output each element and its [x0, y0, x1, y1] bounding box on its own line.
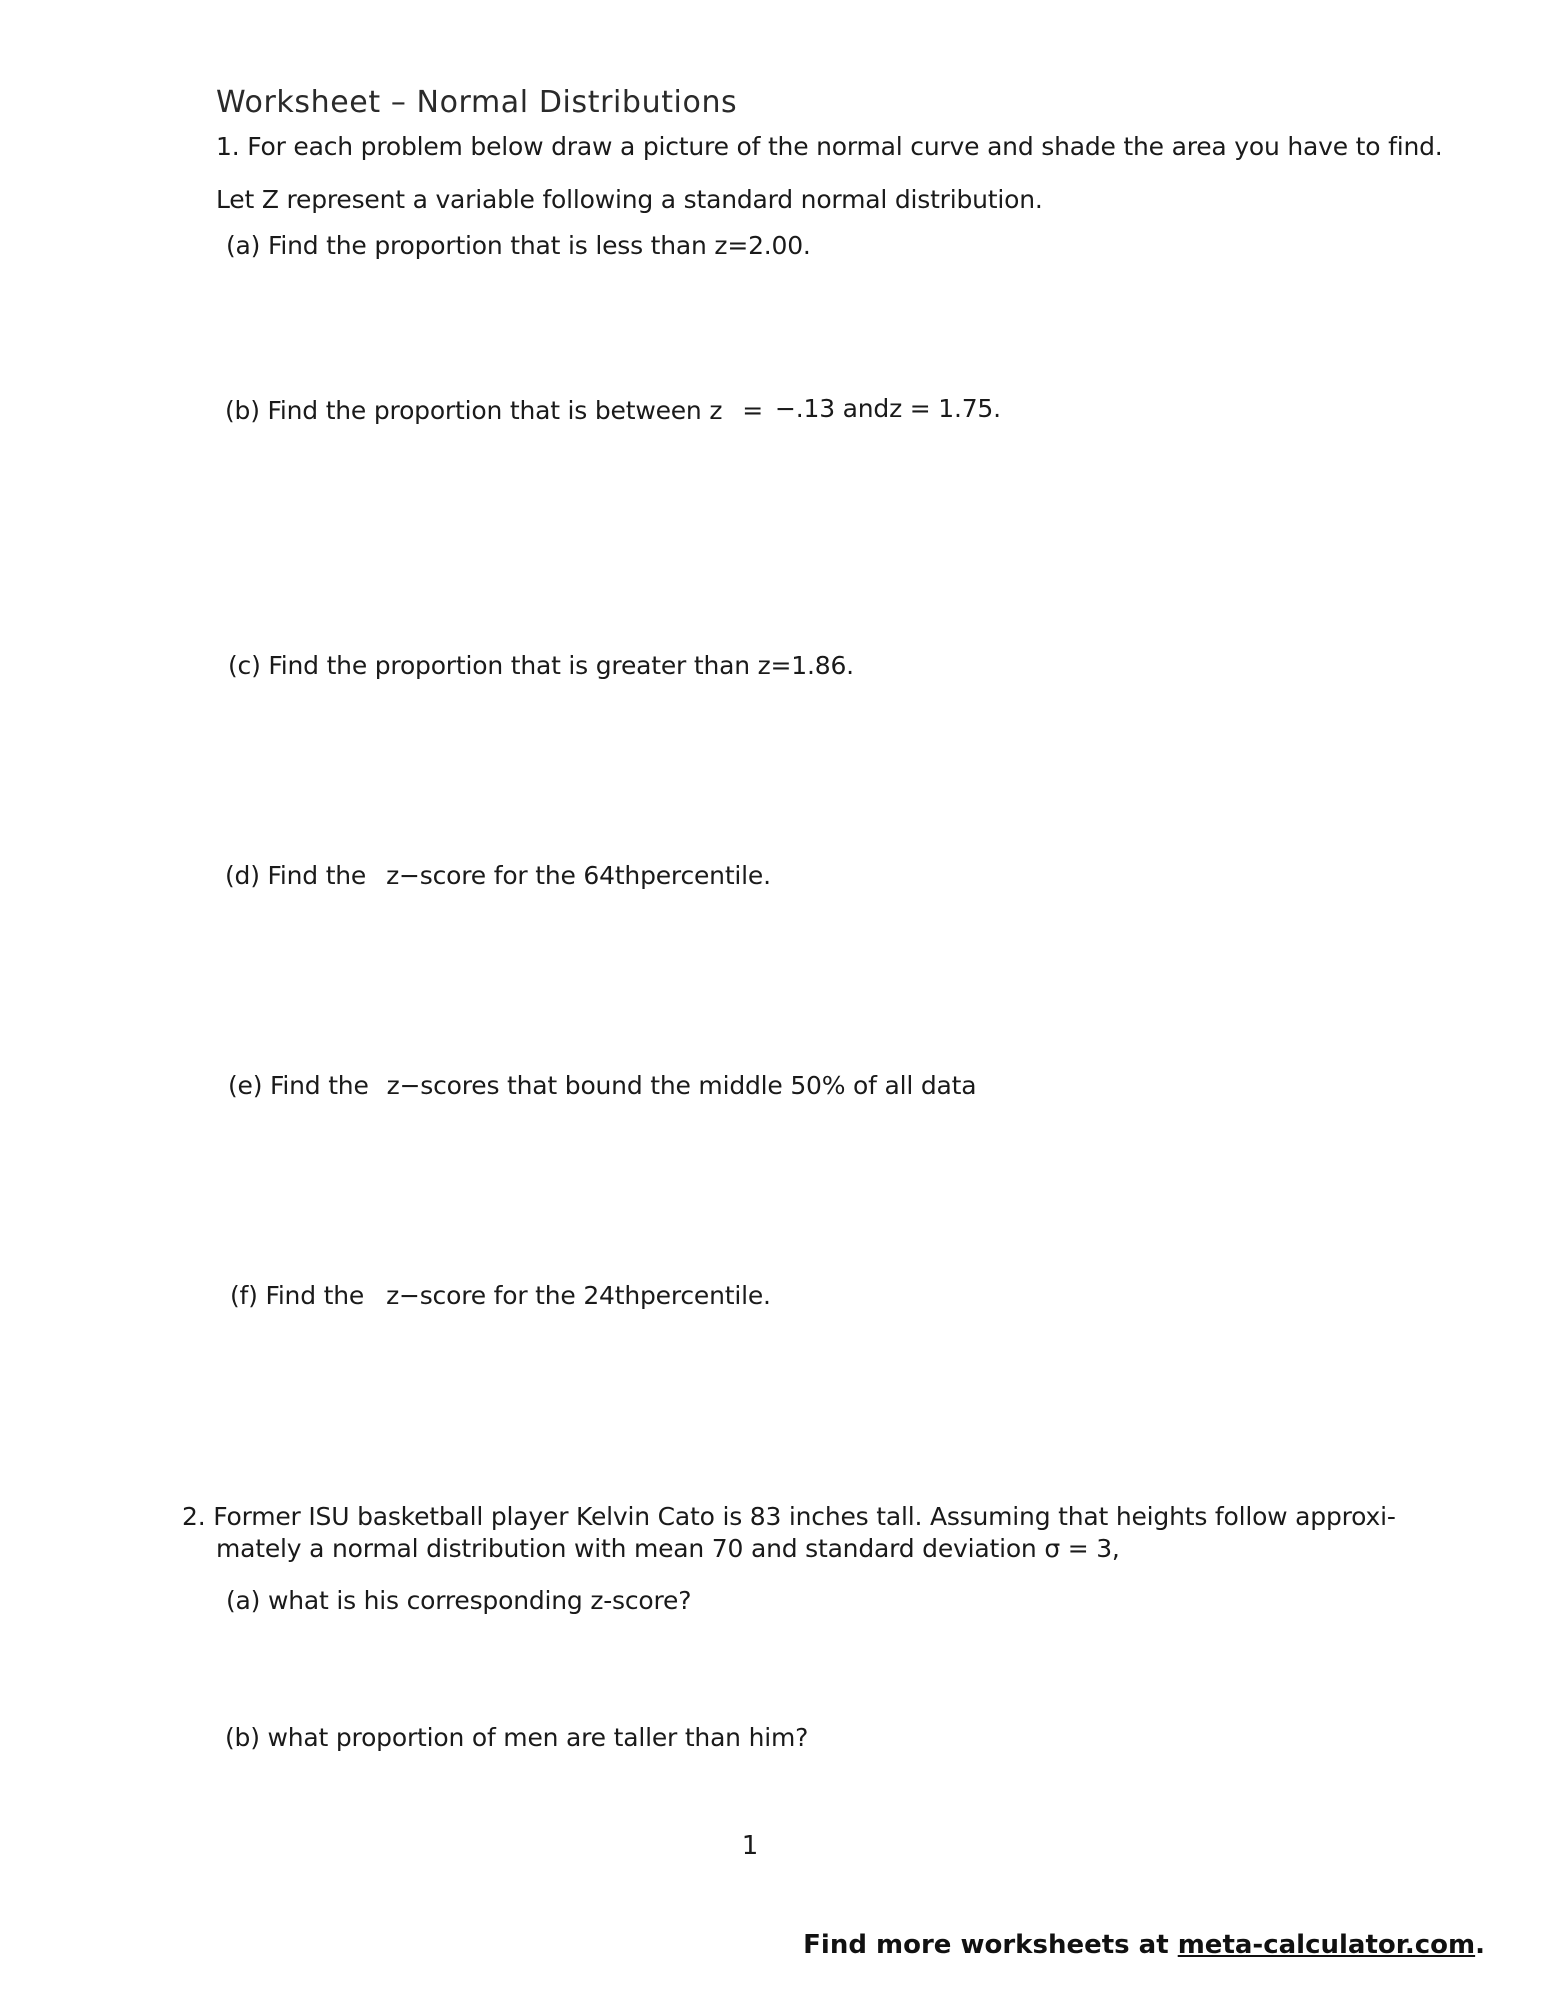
- footer-link[interactable]: meta-calculator.com: [1177, 1930, 1476, 1960]
- q1-part-b-values: −.13 andz = 1.75.: [775, 394, 1001, 423]
- q1-part-e-zscores: z−scores that bound the middle 50% of all data: [386, 1071, 977, 1100]
- q2-part-b: (b) what proportion of men are taller than him?: [225, 1723, 809, 1752]
- q1-intro: Let Z represent a variable following a standard normal distribution.: [216, 185, 1043, 214]
- q1-part-e-text: (e) Find the: [228, 1071, 369, 1100]
- q1-part-f-text: (f) Find the: [230, 1281, 365, 1310]
- q1-part-b-text: (b) Find the proportion that is between z: [225, 396, 723, 425]
- q1-instruction: 1. For each problem below draw a picture of the normal curve and shade the area you have to find.: [216, 132, 1443, 161]
- q2-line-1: 2. Former ISU basketball player Kelvin Cato is 83 inches tall. Assuming that heights follow approxi-: [182, 1502, 1396, 1531]
- q1-part-d: [225, 860, 771, 892]
- page-number: 1: [741, 1831, 759, 1861]
- q1-part-f: [230, 1280, 771, 1312]
- q2-part-a: (a) what is his corresponding z-score?: [226, 1586, 692, 1615]
- q1-part-c: (c) Find the proportion that is greater than z=1.86.: [228, 651, 854, 680]
- footer: [803, 1928, 1485, 1962]
- q1-part-a: (a) Find the proportion that is less than z=2.00.: [226, 231, 811, 260]
- q1-part-e: [228, 1070, 976, 1102]
- footer-prefix: Find more worksheets at: [803, 1930, 1178, 1960]
- q2-line-2: mately a normal distribution with mean 70 and standard deviation σ = 3,: [216, 1534, 1120, 1563]
- q1-part-b: [225, 395, 1001, 427]
- footer-suffix: .: [1475, 1930, 1485, 1960]
- q1-part-f-zscore: z−score for the 24thpercentile.: [386, 1281, 771, 1310]
- q1-part-d-text: (d) Find the: [225, 861, 367, 890]
- q1-part-b-equals: =: [742, 396, 763, 425]
- worksheet-title: Worksheet – Normal Distributions: [216, 85, 738, 120]
- q1-part-d-zscore: z−score for the 64thpercentile.: [386, 861, 771, 890]
